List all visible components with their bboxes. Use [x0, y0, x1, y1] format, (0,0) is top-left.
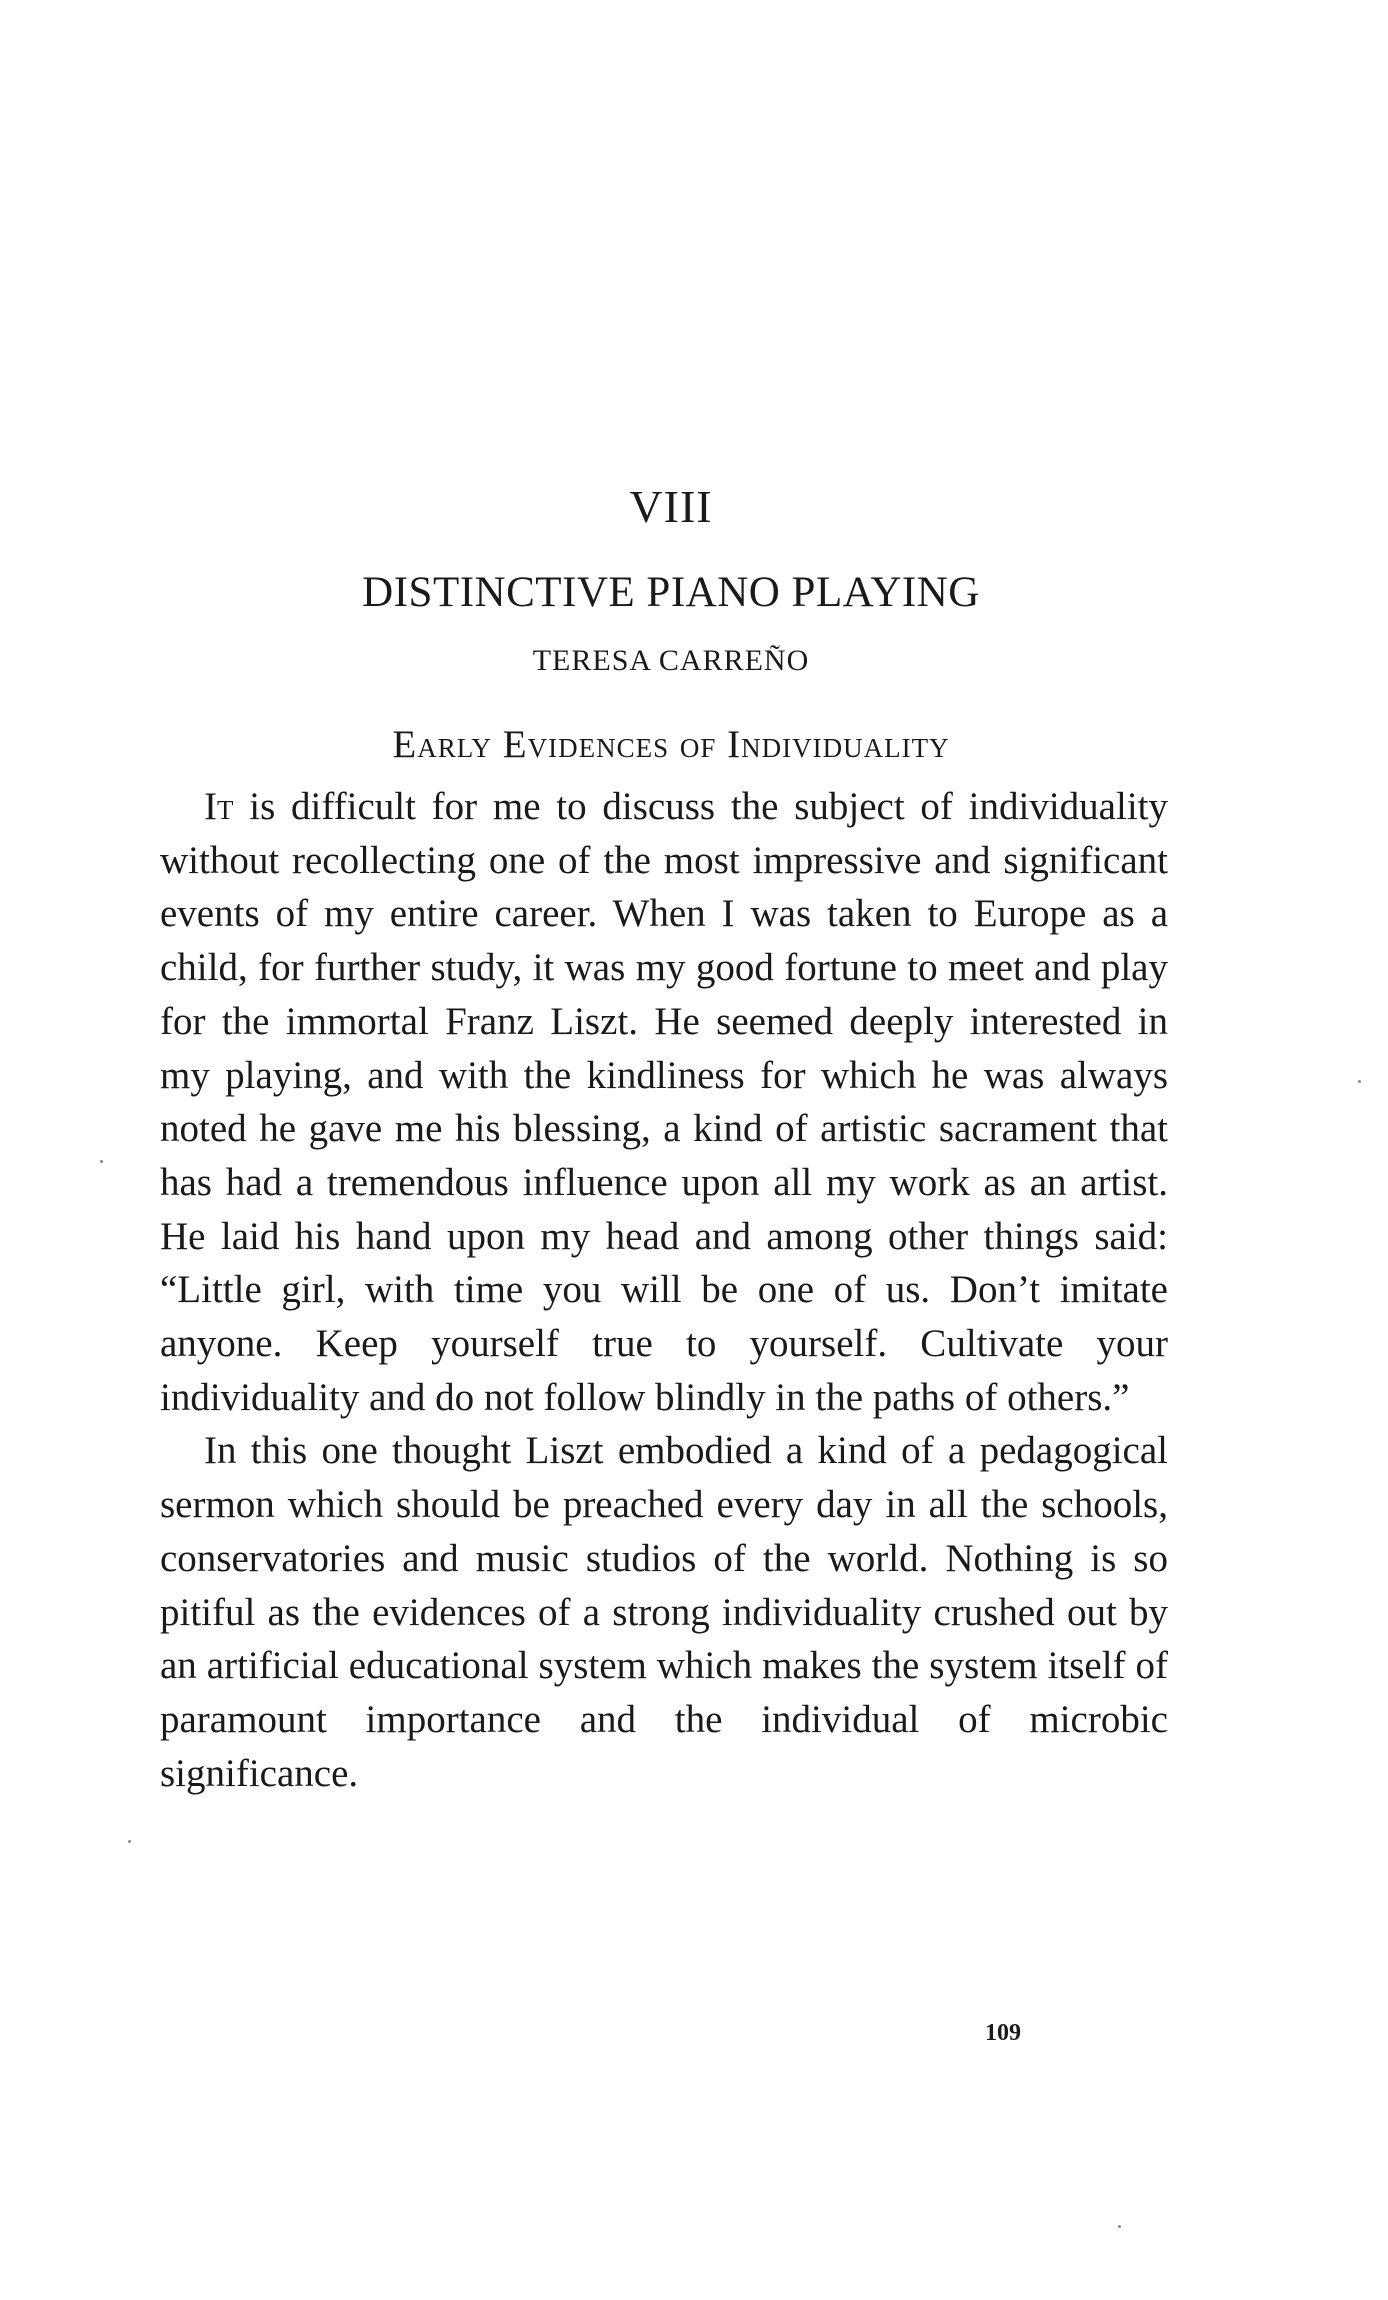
paper-speck: [128, 1840, 131, 1843]
chapter-author: TERESA CARREÑO: [532, 644, 810, 677]
paragraph-1-lead-word: It: [204, 785, 234, 828]
body-text: [160, 780, 1168, 1800]
paragraph-1: [160, 780, 1168, 1424]
paper-speck: [1118, 2225, 1121, 2228]
chapter-number: VIII: [629, 481, 713, 532]
section-heading: Early Evidences of Individuality: [392, 723, 950, 766]
chapter-title: DISTINCTIVE PIANO PLAYING: [362, 569, 980, 616]
paragraph-2: In this one thought Liszt embodied a kind of a pedagogical sermon which should be preached every day in all the schools, conservatories and music studios of the world. Nothing is so pitiful as the evidences of a strong individuality crushed out by an artificial educational system which makes the system itself of paramount importance and the individual of microbic significance.: [160, 1429, 1168, 1795]
page-number: 109: [985, 2020, 1021, 2046]
paper-speck: [100, 1160, 103, 1163]
paper-speck: [1358, 1080, 1361, 1083]
paragraph-1-text: is difficult for me to discuss the subject of individuality without recollecting one of the most impressive and significant events of my entire career. When I was taken to Europe as a child, for further study, it was my good fortune to meet and play for the immortal Franz Liszt. He seemed deeply interested in my playing, and with the kindliness for which he was always noted he gave me his blessing, a kind of artistic sacrament that has had a tremendous influence upon all my work as an artist. He laid his hand upon my head and among other things said: “Little girl, with time you will be one of us. Don’t imitate anyone. Keep yourself true to yourself. Cultivate your individuality and do not follow blindly in the paths of others.”: [160, 785, 1168, 1419]
